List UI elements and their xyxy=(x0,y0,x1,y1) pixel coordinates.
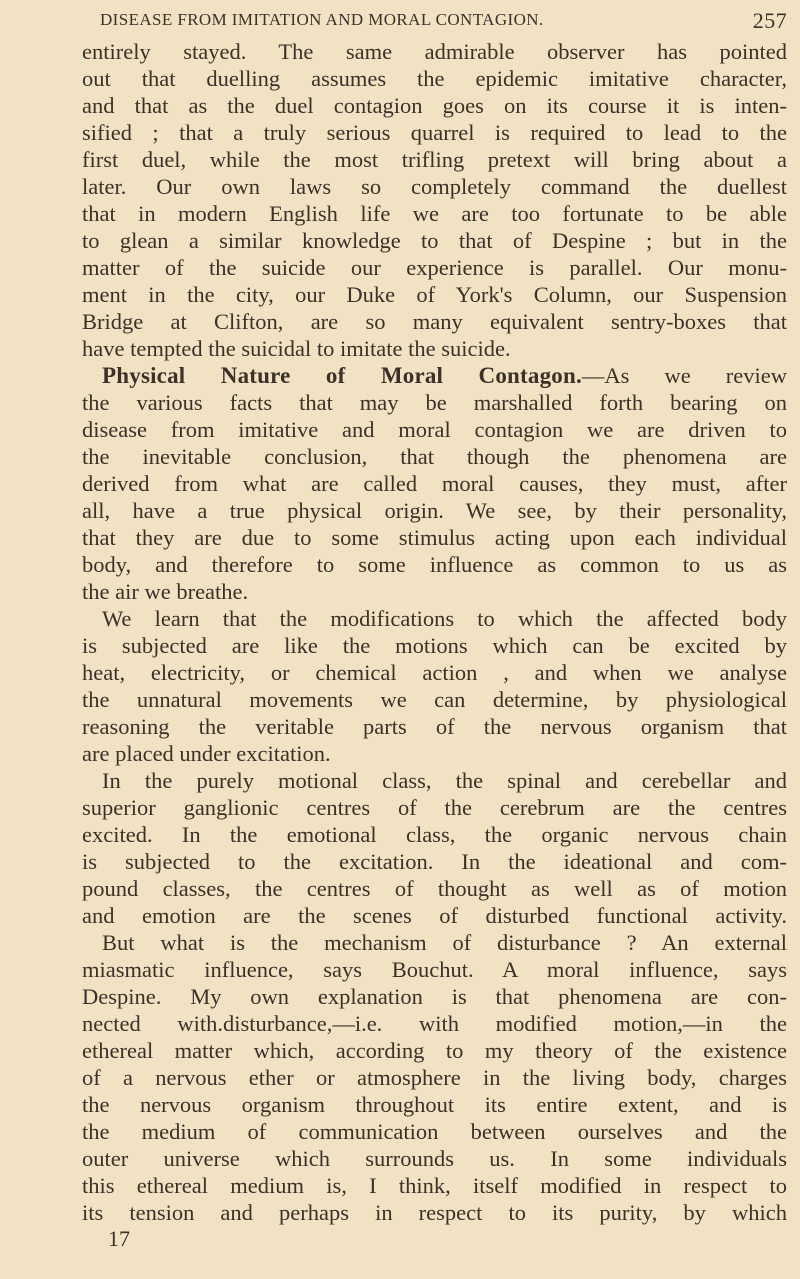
text-line xyxy=(82,470,787,497)
text-line xyxy=(82,659,787,686)
text-line xyxy=(82,1145,787,1172)
line-text: sified ; that a truly serious quarrel is required to lead to the xyxy=(82,120,787,145)
text-line xyxy=(82,794,787,821)
line-text: excited. In the emotional class, the organic nervous chain xyxy=(82,822,787,847)
text-line xyxy=(82,227,787,254)
line-text: reasoning the veritable parts of the nervous organism that xyxy=(82,714,787,739)
line-text: and emotion are the scenes of disturbed functional activity. xyxy=(82,903,787,928)
text-line xyxy=(82,119,787,146)
line-text: the unnatural movements we can determine, by physiological xyxy=(82,687,787,712)
text-line xyxy=(82,605,787,632)
text-line xyxy=(82,92,787,119)
line-text: is subjected are like the motions which can be excited by xyxy=(82,633,787,658)
line-text: the inevitable conclusion, that though the phenomena are xyxy=(82,444,787,469)
line-text: all, have a true physical origin. We see, by their personality, xyxy=(82,498,787,523)
text-line xyxy=(82,1118,787,1145)
line-text: later. Our own laws so completely command the duellest xyxy=(82,174,787,199)
line-text: are placed under excitation. xyxy=(82,741,331,766)
text-line xyxy=(82,578,787,605)
text-line xyxy=(82,308,787,335)
text-line xyxy=(82,281,787,308)
running-title: DISEASE FROM IMITATION AND MORAL CONTAGION. xyxy=(100,10,544,29)
text-line xyxy=(82,200,787,227)
line-text: that in modern English life we are too fortunate to be able xyxy=(82,201,787,226)
text-line xyxy=(82,497,787,524)
text-line xyxy=(82,65,787,92)
text-line xyxy=(82,1172,787,1199)
line-text: out that duelling assumes the epidemic imitative character, xyxy=(82,66,787,91)
text-line xyxy=(82,1064,787,1091)
text-line xyxy=(82,767,787,794)
line-text: the medium of communication between ourselves and the xyxy=(82,1119,787,1144)
line-text: outer universe which surrounds us. In some individuals xyxy=(82,1146,787,1171)
line-text: heat, electricity, or chemical action , and when we analyse xyxy=(82,660,787,685)
line-text: nected with.disturbance,—i.e. with modified motion,—in the xyxy=(82,1011,787,1036)
text-line xyxy=(82,686,787,713)
page-number: 257 xyxy=(752,8,787,33)
line-text: is subjected to the excitation. In the ideational and com- xyxy=(82,849,787,874)
line-text: entirely stayed. The same admirable observer has pointed xyxy=(82,39,787,64)
line-text: that they are due to some stimulus acting upon each individual xyxy=(82,525,787,550)
text-line xyxy=(82,902,787,929)
text-line xyxy=(82,632,787,659)
text-line xyxy=(82,1037,787,1064)
text-line xyxy=(82,1199,787,1226)
running-header xyxy=(100,8,787,32)
section-heading-line xyxy=(82,362,787,389)
text-line xyxy=(82,335,787,362)
line-text: have tempted the suicidal to imitate the suicide. xyxy=(82,336,511,361)
text-line xyxy=(82,443,787,470)
line-text: ethereal matter which, according to my theory of the existence xyxy=(82,1038,787,1063)
line-text: ment in the city, our Duke of York's Column, our Suspension xyxy=(82,282,787,307)
line-text: its tension and perhaps in respect to its purity, by which xyxy=(82,1200,787,1225)
line-text: to glean a similar knowledge to that of Despine ; but in the xyxy=(82,228,787,253)
line-text: But what is the mechanism of disturbance ? An external xyxy=(102,930,787,955)
text-line xyxy=(82,713,787,740)
line-text: the nervous organism throughout its entire extent, and is xyxy=(82,1092,787,1117)
line-text: first duel, while the most trifling pretext will bring about a xyxy=(82,147,787,172)
text-line xyxy=(82,551,787,578)
line-text: Despine. My own explanation is that phenomena are con- xyxy=(82,984,787,1009)
text-line xyxy=(82,173,787,200)
line-text: and that as the duel contagion goes on its course it is inten- xyxy=(82,93,787,118)
line-text: derived from what are called moral causes, they must, after xyxy=(82,471,787,496)
line-text: matter of the suicide our experience is parallel. Our monu- xyxy=(82,255,787,280)
line-text: of a nervous ether or atmosphere in the living body, charges xyxy=(82,1065,787,1090)
line-text: this ethereal medium is, I think, itself modified in respect to xyxy=(82,1173,787,1198)
text-line xyxy=(82,983,787,1010)
line-text: the various facts that may be marshalled forth bearing on xyxy=(82,390,787,415)
text-line xyxy=(82,416,787,443)
text-line xyxy=(82,1091,787,1118)
text-line xyxy=(82,929,787,956)
text-line xyxy=(82,389,787,416)
text-line xyxy=(82,848,787,875)
line-text: the air we breathe. xyxy=(82,579,249,604)
text-line xyxy=(82,1010,787,1037)
line-text: Bridge at Clifton, are so many equivalent sentry-boxes that xyxy=(82,309,787,334)
text-line xyxy=(82,956,787,983)
body-text xyxy=(82,38,787,1226)
signature-mark: 17 xyxy=(108,1226,130,1251)
line-text: superior ganglionic centres of the cerebrum are the centres xyxy=(82,795,787,820)
text-line xyxy=(82,740,787,767)
line-text: miasmatic influence, says Bouchut. A moral influence, says xyxy=(82,957,787,982)
line-text: We learn that the modifications to which the affected body xyxy=(102,606,787,631)
line-text: pound classes, the centres of thought as well as of motion xyxy=(82,876,787,901)
line-text: —As we review xyxy=(581,363,787,388)
section-heading: Physical Nature of Moral Contagon. xyxy=(102,363,582,388)
text-line xyxy=(82,146,787,173)
text-line xyxy=(82,821,787,848)
text-line xyxy=(82,524,787,551)
line-text: body, and therefore to some influence as common to us as xyxy=(82,552,787,577)
text-line xyxy=(82,38,787,65)
line-text: disease from imitative and moral contagion we are driven to xyxy=(82,417,787,442)
text-line xyxy=(82,875,787,902)
line-text: In the purely motional class, the spinal and cerebellar and xyxy=(102,768,787,793)
text-line xyxy=(82,254,787,281)
